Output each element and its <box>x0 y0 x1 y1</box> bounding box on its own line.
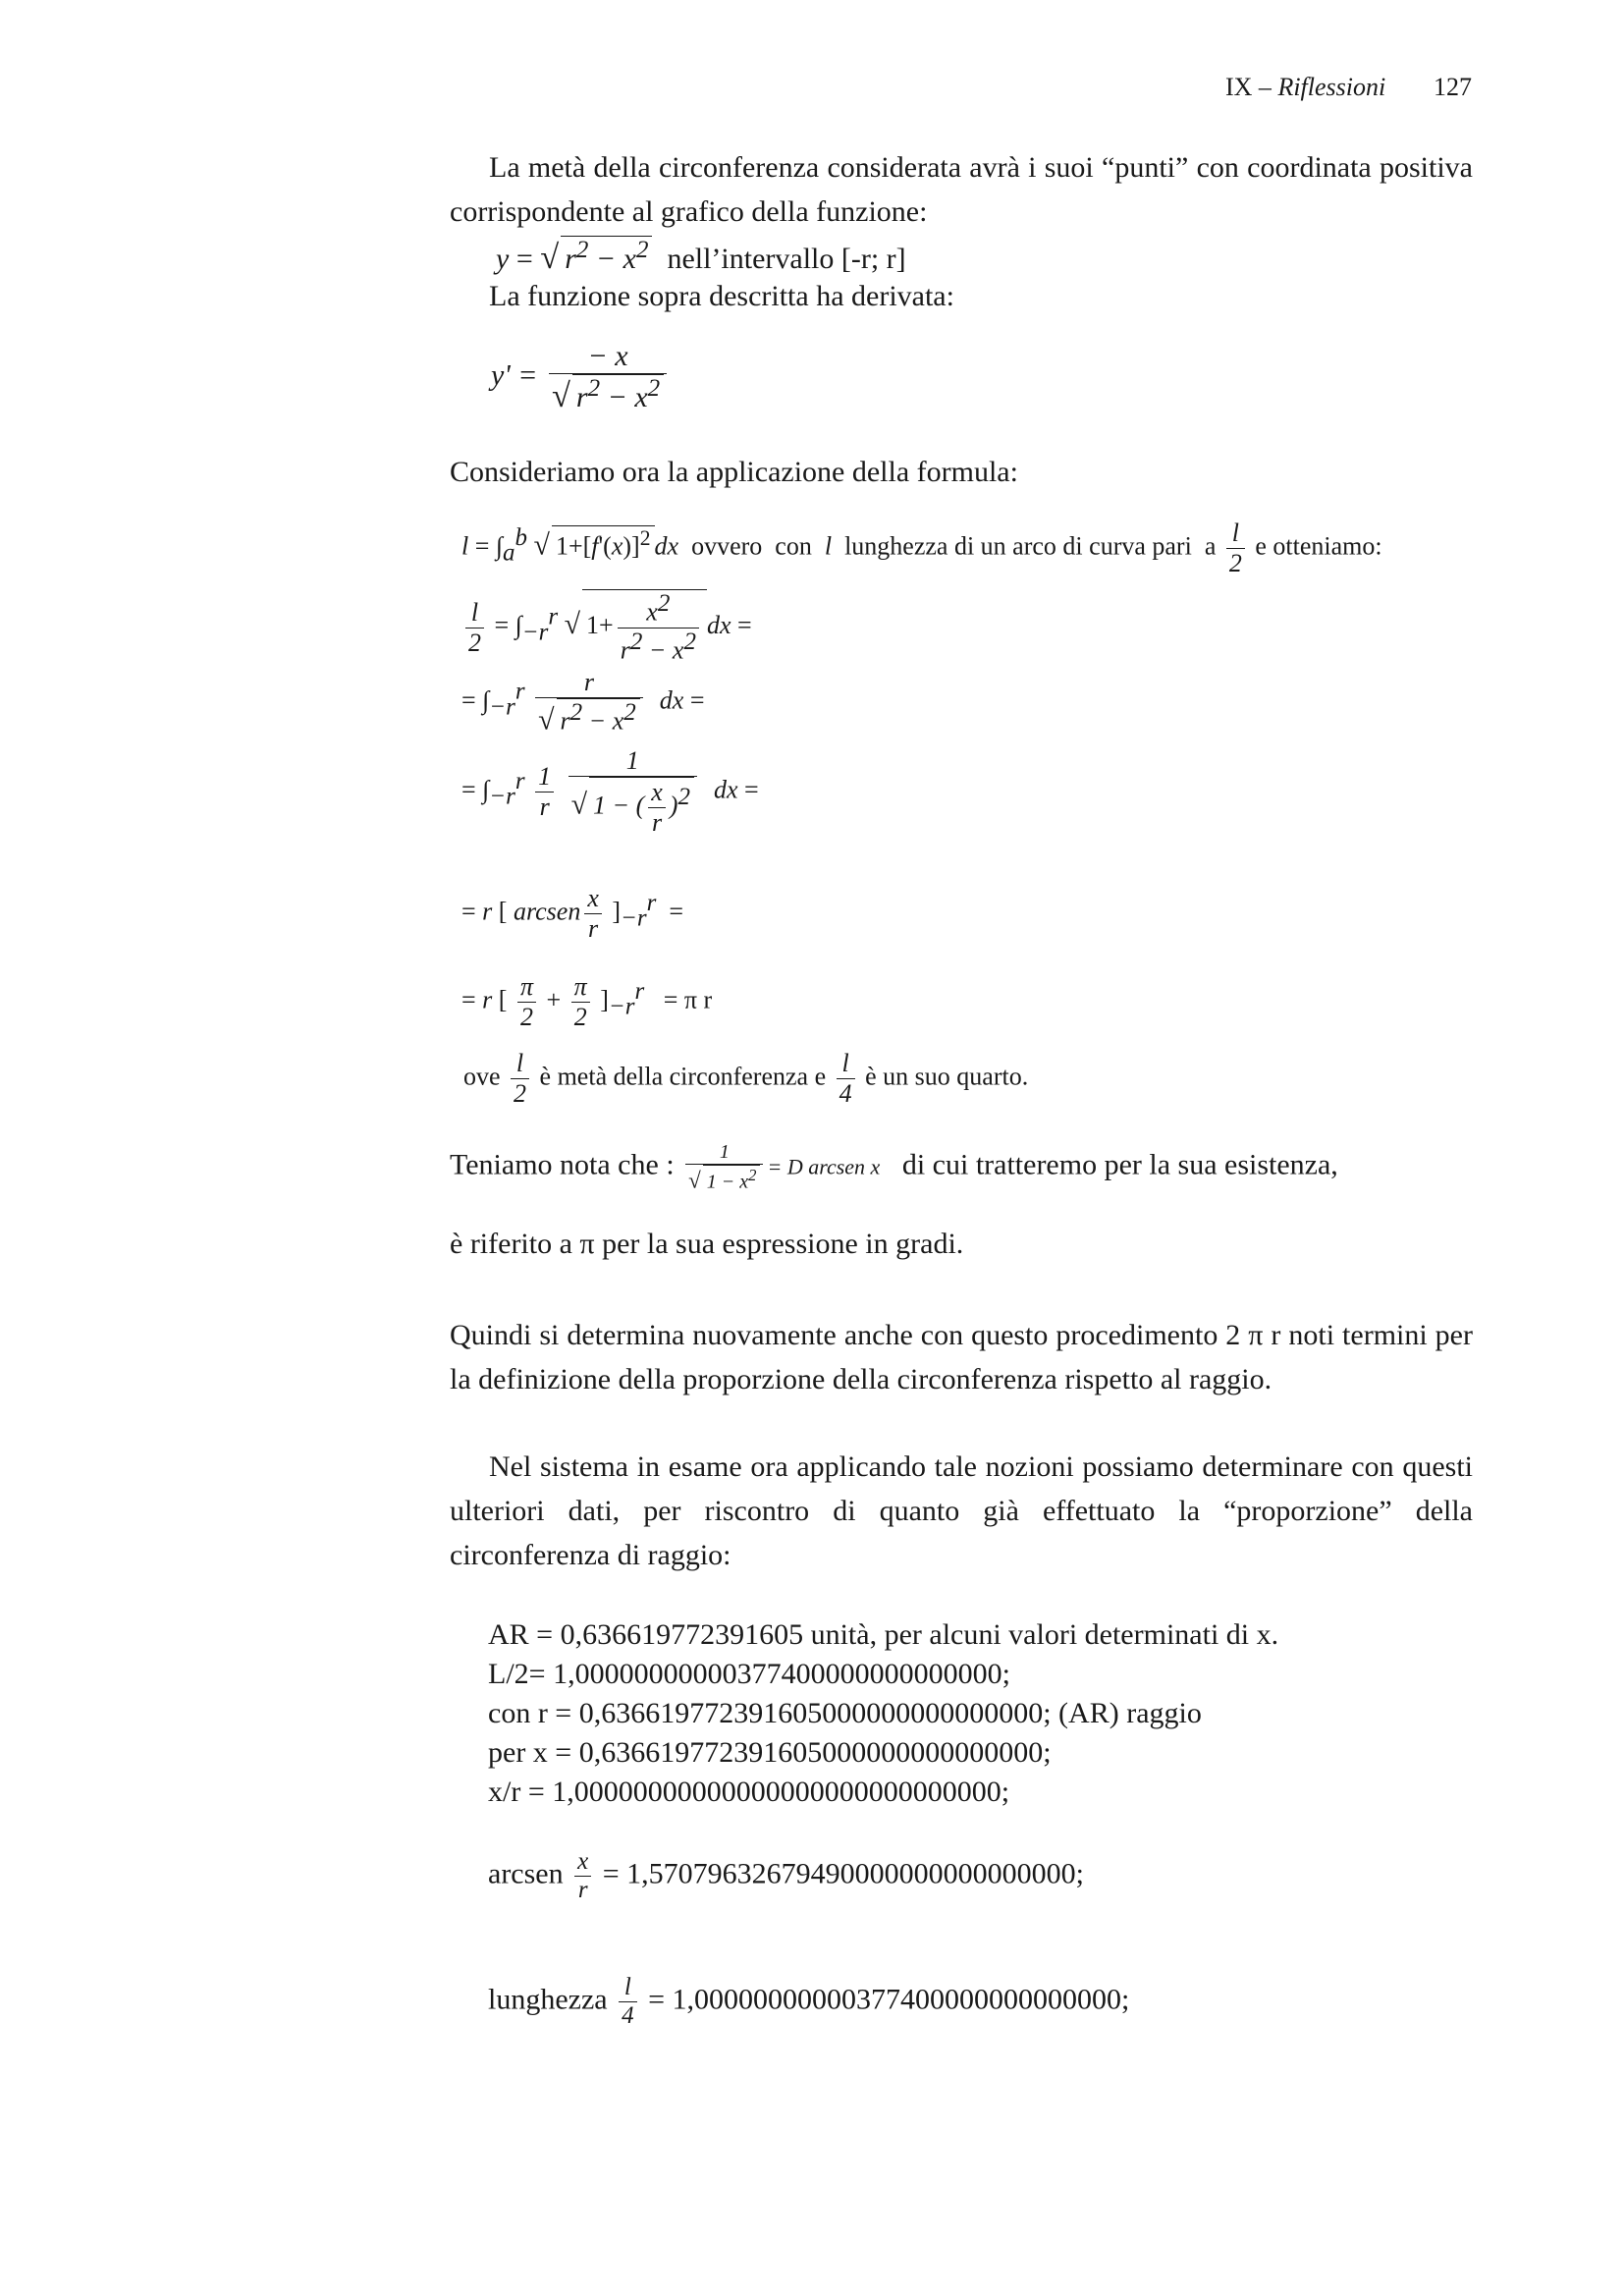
derivation-step-2: = $\int_{-r}^r$ $\frac{r}{√ r^2 - x^2}$ dx = <box>461 668 705 737</box>
interval-text: nell’intervallo [-r; r] <box>667 243 906 275</box>
ove-line: ove $\frac{l}{2}$ è metà della circonferenza e $\frac{l}{4}$ è un suo quarto. <box>463 1049 1029 1108</box>
derivation-step-5: = r [ $\frac{\pi}{2}$ + $\frac{\pi}{2}$ ]$_{-r}^r$ = π r <box>461 972 713 1031</box>
arc-length-formula: $l = \int_a^b$ √ $1+[f'(x)]^2$ dx ovvero con l lunghezza di un arco di curva pari a $\frac{l}{2}$ e otteniamo: <box>461 519 1382 577</box>
teniamo-line: Teniamo nota che : $\frac{1}{√ 1 - x^2}$ = D arcsen x di cui tratteremo per la sua esistenza, <box>450 1141 1338 1193</box>
derivative-equation: y' = $\frac{- x}{√ r^2 - x^2}$ <box>491 340 671 415</box>
derivation-step-1: $\frac{l}{2}$ = $\int_{-r}^r$ √ 1+ $\frac{x^2}{r^2 - x^2}$ dx = <box>461 589 752 665</box>
result-pi-r: = π r <box>663 985 713 1014</box>
paragraph-intro: La metà della circonferenza considerata avrà i suoi “punti” con coordinata positiva corrispondente al grafico della funzione: <box>450 151 1473 228</box>
running-header <box>1225 73 1385 102</box>
value-con-r: con r = 0,636619772391605000000000000000; (AR) raggio <box>488 1697 1202 1729</box>
value-x-r: x/r = 1,00000000000000000000000000000; <box>488 1776 1010 1808</box>
derivation-step-3: = $\int_{-r}^r$ $\frac{1}{r}$ 1 √ 1 − ( $\frac{x}{r}$ )$^2$ dx = <box>461 746 759 837</box>
riferito-line: è riferito a π per la sua espressione in gradi. <box>450 1228 964 1260</box>
chapter-number: IX – <box>1225 73 1278 101</box>
consider-formula: Consideriamo ora la applicazione della formula: <box>450 456 1018 488</box>
chapter-title: Riflessioni <box>1277 73 1386 101</box>
value-ar: AR = 0,636619772391605 unità, per alcuni valori determinati di x. <box>488 1618 1279 1651</box>
derivation-step-4: = r [ arcsen $\frac{x}{r}$ ]$_{-r}^r$ = <box>461 884 684 943</box>
paragraph-quindi: Quindi si determina nuovamente anche con questo procedimento 2 π r noti termini per la definizione della proporzione della circonferenza rispetto al raggio. <box>450 1319 1473 1395</box>
page-number: 127 <box>1434 73 1472 101</box>
derivative-intro: La funzione sopra descritta ha derivata: <box>489 280 954 312</box>
value-arcsen: arcsen $\frac{x}{r}$ = 1,57079632679490000000000000000; <box>488 1848 1084 1903</box>
paragraph-nel-sistema: Nel sistema in esame ora applicando tale nozioni possiamo determinare con questi ulteriori dati, per riscontro di quanto già effettuato la “proporzione” della circonferenza di raggio: <box>450 1450 1473 1571</box>
value-l2: L/2= 1,00000000000377400000000000000; <box>488 1658 1010 1690</box>
function-equation: y = √ $r^2 - x^2$ nell’intervallo [-r; r] <box>496 237 906 276</box>
value-per-x: per x = 0,636619772391605000000000000000; <box>488 1736 1052 1769</box>
value-lunghezza: lunghezza $\frac{l}{4}$ = 1,00000000000377400000000000000; <box>488 1974 1130 2029</box>
